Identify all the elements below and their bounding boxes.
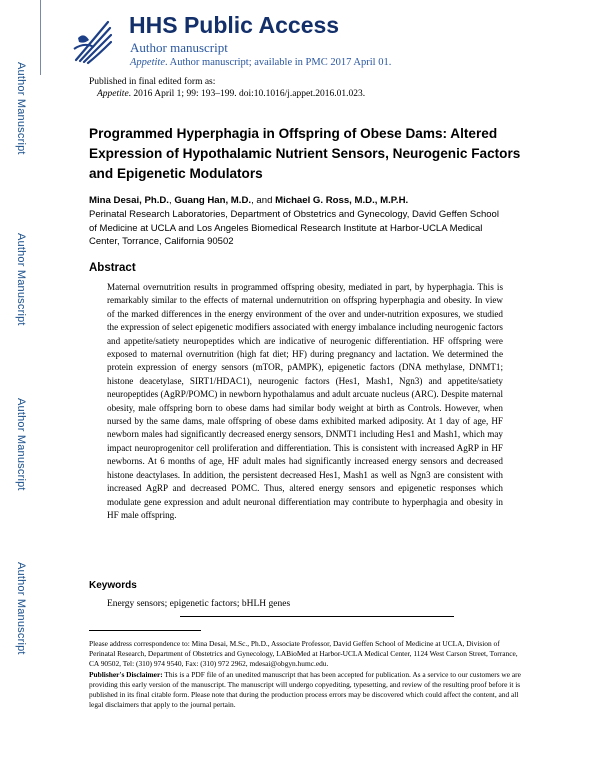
citation-details: . 2016 April 1; 99: 193–199. doi:10.1016/j.appet.2016.01.023. [128,89,366,99]
author-affiliation: Perinatal Research Laboratories, Department of Obstetrics and Gynecology, David Geffen School of Medicine at UCLA and Los Angeles Biomedical Research Institute at Harbor-UCLA Medical Center, Torrance, California 90502 [89,209,499,247]
header-divider [40,0,41,75]
author-manuscript-label: Author manuscript [130,40,228,55]
author-name: Mina Desai, Ph.D. [89,195,169,206]
hhs-eagle-logo-icon [72,16,112,66]
publisher-disclaimer [89,670,521,710]
availability-text: . Author manuscript; available in PMC 2017 April 01. [165,57,392,68]
author-separator: , [168,195,175,206]
disclaimer-text: This is a PDF file of an unedited manuscript that has been accepted for publication. As a service to our customers we are providing this early version of the manuscript. The manuscript will undergo copyediting, typesetting, and review of the resulting proof before it is published in its final citable form. Please note that during the production process errors may be discovered which could affect the content, and all legal disclaimers that apply to the journal pertain. [89,670,521,709]
author-list [89,195,408,206]
article-title: Programmed Hyperphagia in Offspring of Obese Dams: Altered Expression of Hypothalamic Nutrient Sensors, Neurogenic Factors and Epigenetic Modulators [89,126,521,181]
author-name: Guang Han, M.D. [174,195,252,206]
author-name: Michael G. Ross, M.D., M.P.H. [275,195,409,206]
keywords-list: Energy sensors; epigenetic factors; bHLH genes [107,599,291,609]
side-label-author-manuscript: Author Manuscript [15,562,27,655]
side-label-author-manuscript: Author Manuscript [15,398,27,491]
abstract-heading: Abstract [89,262,136,274]
disclaimer-label: Publisher's Disclaimer: [89,670,163,679]
footnote-rule [89,630,201,631]
abstract-body: Maternal overnutrition results in programmed offspring obesity, mediated in part, by hyperphagia. This is remarkably similar to the effects of maternal undernutrition on offspring hyperphagia and obesity. In view of the marked differences in the energy environment of the over and under-nutrition exposures, we studied the expression of select epigenetic modifiers associated with energy imbalance including neurogenic factors and appetite/satiety neuropeptides which are indicative of neurogenic differentiation. HF offspring were exposed to maternal overnutrition (high fat diet; HF) during pregnancy and lactation. We determined the protein expression of energy sensors (mTOR, pAMPK), epigenetic factors (DNA methylase, DNMT1; histone deacetylase, SIRT1/HDAC1), neurogenic factors (Hes1, Mash1, Ngn3) and appetite/satiety neuropeptides (AgRP/POMC) in newborn hypothalamus and adult arcuate nucleus (ARC). Despite maternal obesity, male offspring born to obese dams had similar body weight at birth as Controls. However, when nursed by the same dams, male offspring of obese dams exhibited marked adiposity. At 1 day of age, HF newborn males had significantly decreased energy sensors, DNMT1 including Hes1 and Mash1, which may impact neuroprogenitor cell proliferation and differentiation. This is consistent with increased AgRP in HF newborns. At 6 months of age, HF adult males had significantly increased energy sensors and decreased histone deactylases. In addition, the persistent decreased Hes1, Mash1 as well as Ngn3 are consistent with increased AgRP and decreased POMC. Thus, altered energy sensors and epigenetic responses which modulate gene expression and adult neuronal differentiation may contribute to hyperphagia and obesity in HF male offspring. [107,282,503,520]
citation-line [97,89,365,99]
side-label-author-manuscript: Author Manuscript [15,233,27,326]
hhs-public-access-title: HHS Public Access [129,12,340,38]
author-separator: , and [251,195,276,206]
correspondence-footnote: Please address correspondence to: Mina Desai, M.Sc., Ph.D., Associate Professor, David Geffen School of Medicine at UCLA, Division of Perinatal Research, Department of Obstetrics and Gynecology, LABioMed at Harbor-UCLA Medical Center, 1124 West Carson Street, Torrance, CA 90502, Tel: (310) 974 9540, Fax: (310) 972 2962, mdesai@obgyn.humc.edu. [89,639,518,668]
side-label-author-manuscript: Author Manuscript [15,62,27,155]
journal-name: Appetite [130,57,165,68]
keywords-rule [180,616,454,617]
availability-line [130,57,391,68]
published-form-note: Published in final edited form as: [89,77,216,87]
citation-journal: Appetite [97,89,129,99]
keywords-heading: Keywords [89,580,137,591]
